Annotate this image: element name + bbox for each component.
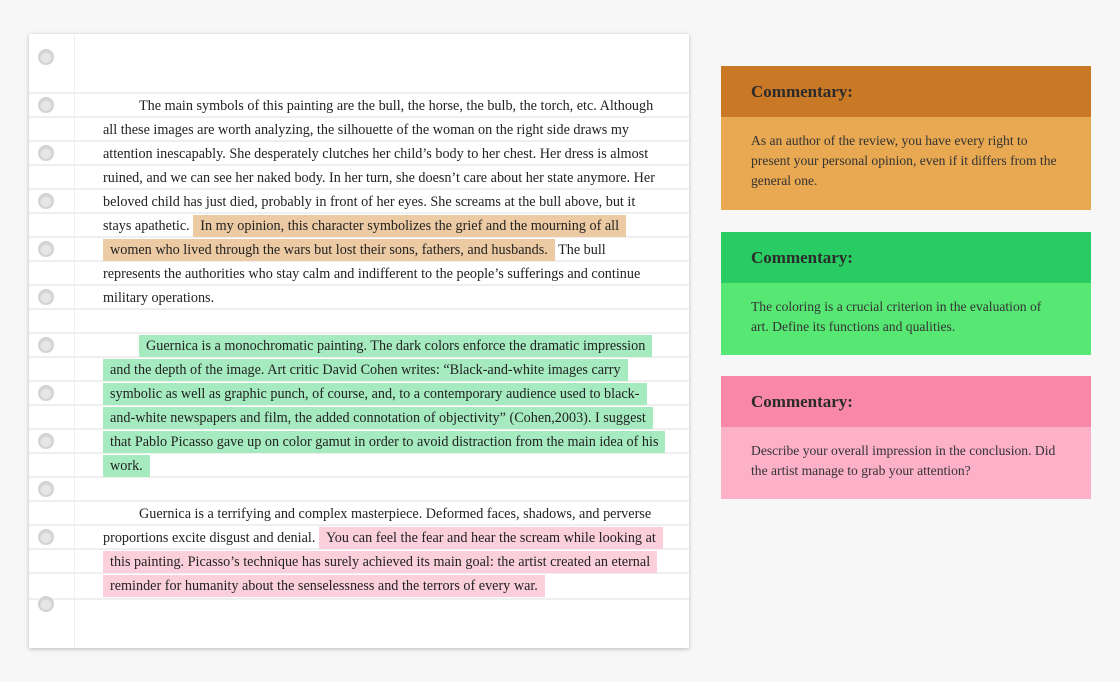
comment-text: The coloring is a crucial criterion in the evaluation of art. Define its functions and qualities. <box>721 283 1091 355</box>
binder-hole <box>38 481 54 497</box>
paragraph-coloring <box>103 334 659 478</box>
paragraph-text: The bull represents the authorities who stay calm and indifferent to the people’s sufferings and continue military operations. <box>103 242 641 306</box>
highlighted-passage-coloring[interactable]: Guernica is a monochromatic painting. The dark colors enforce the dramatic impression and the depth of the image. Art critic David Cohen writes: “Black-and-white images carry symbolic as well as graphic punch, of course, and, to a contemporary audience used to black-and-white newspapers and film, the added connotation of objectivity” (Cohen,2003). I suggest that Pablo Picasso gave up on color gamut in order to avoid distraction from the main idea of his work. <box>103 335 665 477</box>
margin-line <box>74 34 75 648</box>
ruled-line <box>29 598 689 600</box>
comment-text: Describe your overall impression in the conclusion. Did the artist manage to grab your attention? <box>721 427 1091 499</box>
binder-hole <box>38 49 54 65</box>
binder-hole <box>38 241 54 257</box>
binder-hole <box>38 337 54 353</box>
notebook-page <box>29 34 689 648</box>
binder-hole <box>38 145 54 161</box>
binder-hole <box>38 529 54 545</box>
comment-text: As an author of the review, you have every right to present your personal opinion, even if it differs from the general one. <box>721 117 1091 210</box>
comment-card-opinion <box>721 66 1091 210</box>
highlighted-passage-conclusion[interactable]: You can feel the fear and hear the scream while looking at this painting. Picasso’s technique has surely achieved its main goal: the artist created an eternal reminder for humanity about the senselessness and the terrors of every war. <box>103 527 663 597</box>
binder-hole <box>38 385 54 401</box>
paragraph-symbols <box>103 94 659 310</box>
highlighted-passage-opinion[interactable]: In my opinion, this character symbolizes the grief and the mourning of all women who lived through the wars but lost their sons, fathers, and husbands. <box>103 215 626 261</box>
comment-title: Commentary: <box>721 376 1091 427</box>
binder-hole <box>38 433 54 449</box>
comment-title: Commentary: <box>721 232 1091 283</box>
binder-hole <box>38 289 54 305</box>
comment-card-conclusion <box>721 376 1091 499</box>
binder-hole <box>38 97 54 113</box>
paragraph-conclusion <box>103 502 659 598</box>
binder-hole <box>38 596 54 612</box>
comment-card-coloring <box>721 232 1091 355</box>
binder-hole <box>38 193 54 209</box>
paragraph-text: Guernica is a terrifying and complex masterpiece. Deformed faces, shadows, and perverse proportions excite disgust and denial. <box>103 506 652 546</box>
comment-title: Commentary: <box>721 66 1091 117</box>
paragraph-text: The main symbols of this painting are the bull, the horse, the bulb, the torch, etc. Although all these images are worth analyzing, the silhouette of the woman on the right side draws my attention inescapably. She desperately clutches her child’s body to her chest. Her dress is almost ruined, and we can see her naked body. In her turn, she doesn’t care about her state anymore. Her beloved child has just died, probably in front of her eyes. She screams at the bull above, but it stays apathetic. <box>103 98 655 234</box>
